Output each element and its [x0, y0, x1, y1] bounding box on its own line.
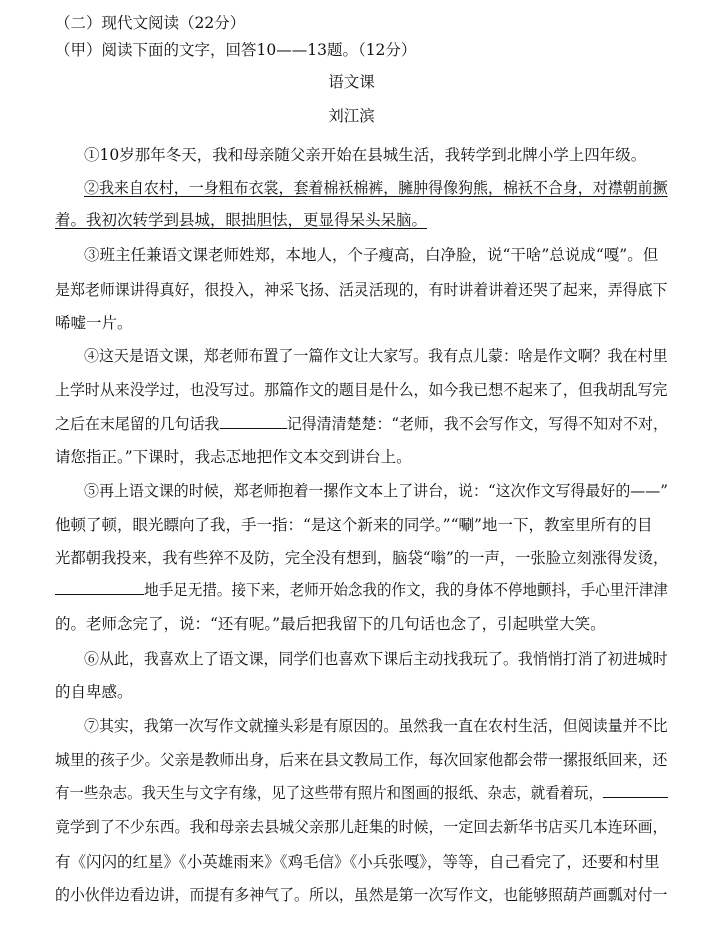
paragraph-6-line-2: 的自卑感。 — [55, 683, 133, 701]
paragraph-4-line-4: 请您指正。”下课时，我忐忑地把作文本交到讲台上。 — [55, 448, 412, 466]
paragraph-4-line-3-part-a: 之后在末尾留的几句话我 — [55, 415, 220, 433]
paragraph-4-line-1: ④这天是语文课，郑老师布置了一篇作文让大家写。我有点儿蒙：啥是作文啊？我在村里 — [84, 347, 668, 365]
paragraph-7-line-6: 的小伙伴边看边讲，而提有多神气了。所以，虽然是第一次写作文，也能够照葫芦画瓢对付一 — [55, 886, 668, 904]
paragraph-5-line-4-text: 地手足无措。接下来，老师开始念我的作文，我的身体不停地颤抖，手心里汗津津 — [144, 581, 668, 599]
paragraph-7-line-1: ⑦其实，我第一次写作文就撞头彩是有原因的。虽然我一直在农村生活，但阅读量并不比 — [84, 717, 668, 735]
paragraph-2-line-2: 着。我初次转学到县城，眼拙胆怯，更显得呆头呆脑。 — [55, 211, 428, 229]
paragraph-4-line-3 — [55, 414, 668, 434]
paragraph-7-line-3 — [55, 783, 668, 803]
paragraph-5-line-4 — [55, 580, 668, 600]
paragraph-5-line-2: 他顿了顿，眼光瞟向了我，手一指：“是这个新来的同学。”“唰”地一下，教室里所有的目 — [55, 516, 653, 534]
paragraph-5-line-5: 的。老师念完了，说：“还有呢。”最后把我留下的几句话也念了，引起哄堂大笑。 — [55, 615, 606, 633]
paragraph-4-line-2: 上学时从来没学过，也没写过。那篇作文的题目是什么，如今我已想不起来了，但我胡乱写完 — [55, 381, 668, 399]
paragraph-4-line-3-part-b: 记得清清楚楚：“老师，我不会写作文，写得不知对不对， — [286, 415, 668, 433]
paragraph-3-line-1: ③班主任兼语文课老师姓郑，本地人，个子瘦高，白净脸，说“干啥”总说成“嘎”。但 — [84, 246, 659, 264]
section-heading: （二）现代文阅读（22分） — [55, 14, 246, 32]
paragraph-2-line-1: ②我来自农村，一身粗布衣裳，套着棉袄棉裤，臃肿得像狗熊，棉袄不合身，对襟朝前撅 — [84, 179, 668, 197]
answer-blank-2[interactable] — [55, 580, 144, 595]
answer-blank-1[interactable] — [219, 414, 286, 429]
paragraph-7-line-5: 有《闪闪的红星》《小英雄雨来》《鸡毛信》《小兵张嘎》，等等，自己看完了，还要和村里 — [55, 853, 660, 871]
paragraph-3-line-2: 是郑老师课讲得真好，很投入，神采飞扬、活灵活现的，有时讲着讲着还哭了起来，弄得底下 — [55, 281, 668, 299]
paragraph-7-line-4: 竟学到了不少东西。我和母亲去县城父亲那儿赶集的时候，一定回去新华书店买几本连环画， — [55, 818, 668, 836]
paragraph-5-line-3: 光都朝我投来，我有些猝不及防，完全没有想到，脑袋“嗡”的一声，一张脸立刻涨得发烫， — [55, 549, 669, 567]
article-title: 语文课 — [328, 73, 375, 91]
paragraph-7-line-3-text: 有一些杂志。我天生与文字有缘，见了这些带有照片和图画的报纸、杂志，就看着玩， — [55, 784, 603, 802]
question-instruction: （甲）阅读下面的文字，回答10——13题。（12分） — [55, 41, 417, 59]
article-author: 刘江滨 — [328, 107, 375, 125]
paragraph-1: ①10岁那年冬天，我和母亲随父亲开始在县城生活，我转学到北牌小学上四年级。 — [84, 146, 647, 164]
paragraph-5-line-1: ⑤再上语文课的时候，郑老师抱着一摞作文本上了讲台，说：“这次作文写得最好的——” — [84, 482, 668, 500]
paragraph-3-line-3: 唏嘘一片。 — [55, 314, 133, 332]
paragraph-7-line-2: 城里的孩子少。父亲是教师出身，后来在县文教局工作，每次回家他都会带一摞报纸回来，还 — [55, 751, 668, 769]
answer-blank-3[interactable] — [603, 783, 668, 798]
paragraph-6-line-1: ⑥从此，我喜欢上了语文课，同学们也喜欢下课后主动找我玩了。我悄悄打消了初进城时 — [84, 650, 668, 668]
